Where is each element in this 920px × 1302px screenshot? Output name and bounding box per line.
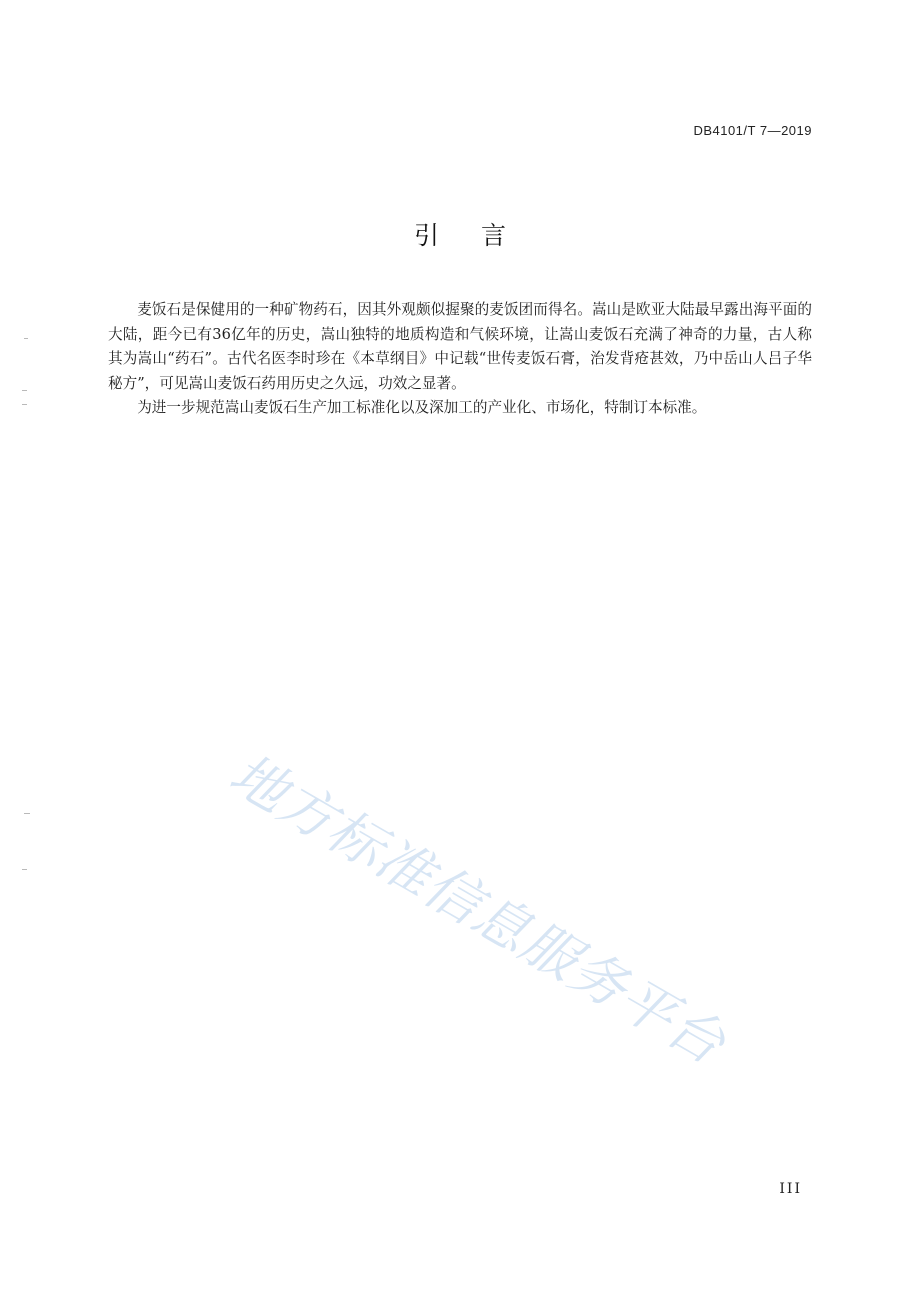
scan-mark [22, 390, 27, 391]
watermark-stamp: 地方标准信息服务平台 [219, 741, 737, 1077]
section-title: 引言 [413, 221, 548, 250]
scan-mark [22, 869, 27, 870]
scan-mark [22, 404, 27, 405]
body-text [108, 298, 812, 421]
scan-mark [24, 813, 30, 814]
document-code: DB4101/T 7—2019 [693, 123, 812, 138]
page-number: III [779, 1181, 802, 1197]
paragraph: 为进一步规范嵩山麦饭石生产加工标准化以及深加工的产业化、市场化，特制订本标准。 [137, 399, 707, 417]
paragraph: 麦饭石是保健用的一种矿物药石，因其外观颇似握聚的麦饭团而得名。嵩山是欧亚大陆最早露出海平面的大陆，距今已有36亿年的历史，嵩山独特的地质构造和气候环境，让嵩山麦饭石充满了神奇的力量，古人称其为嵩山“药石”。古代名医李时珍在《本草纲目》中记载“世传麦饭石膏，治发背疮甚效，乃中岳山人吕子华秘方”，可见嵩山麦饭石药用历史之久远，功效之显著。 [108, 301, 812, 392]
scan-mark [24, 338, 28, 339]
